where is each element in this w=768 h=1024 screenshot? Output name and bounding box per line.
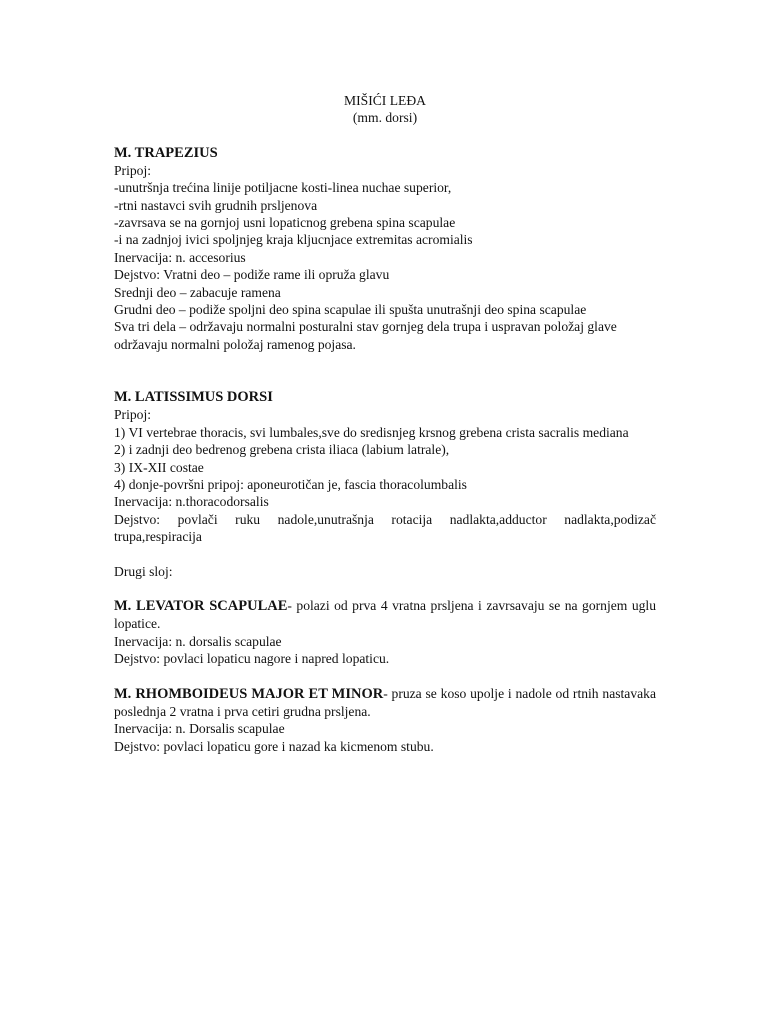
levator-inervacija: Inervacija: n. dorsalis scapulae	[114, 633, 282, 649]
latissimus-dejstvo: Dejstvo: povlači ruku nadole,unutrašnja rotacija nadlakta,adductor nadlakta,podizač trupa,respiracija	[114, 511, 656, 545]
trapezius-line: -rtni nastavci svih grudnih prsljenova	[114, 197, 318, 213]
latissimus-line: Inervacija: n.thoracodorsalis	[114, 494, 269, 510]
rhomboideus-dejstvo: Dejstvo: povlaci lopaticu gore i nazad ka kicmenom stubu.	[114, 738, 434, 754]
document-page	[114, 92, 656, 755]
trapezius-line: Pripoj:	[114, 162, 152, 178]
spacer	[114, 580, 656, 597]
trapezius-line: Dejstvo: Vratni deo – podiže rame ili opruža glavu	[114, 267, 390, 283]
latissimus-line: 2) i zadnji deo bedrenog grebena crista iliaca (labium latrale),	[114, 442, 450, 458]
drugi-sloj-label: Drugi sloj:	[114, 563, 173, 579]
trapezius-line: -i na zadnjoj ivici spoljnjeg kraja kljucnjace extremitas acromialis	[114, 232, 473, 248]
trapezius-heading: M. TRAPEZIUS	[114, 144, 218, 161]
spacer	[114, 127, 656, 144]
trapezius-line: održavaju normalni položaj ramenog pojasa.	[114, 336, 356, 352]
trapezius-line: -unutršnja trećina linije potiljacne kosti-linea nuchae superior,	[114, 180, 452, 196]
levator-paragraph	[114, 597, 656, 633]
trapezius-line: -zavrsava se na gornjoj usni lopaticnog grebena spina scapulae	[114, 215, 456, 231]
rhomboideus-heading: M. RHOMBOIDEUS MAJOR ET MINOR	[114, 685, 384, 702]
rhomboideus-text: - pruza se koso upolje i nadole od rtnih nastavaka poslednja 2 vratna i prva cetiri grudna prsljena.	[114, 685, 656, 719]
trapezius-line: Srednji deo – zabacuje ramena	[114, 284, 281, 300]
latissimus-line: 3) IX-XII costae	[114, 459, 204, 475]
latissimus-heading: M. LATISSIMUS DORSI	[114, 389, 273, 406]
latissimus-line: Pripoj:	[114, 407, 152, 423]
trapezius-line: Grudni deo – podiže spoljni deo spina scapulae ili spušta unutrašnji deo spina scapulae	[114, 302, 587, 318]
document-title: MIŠIĆI LEĐA	[344, 93, 426, 108]
spacer	[114, 353, 656, 388]
spacer	[114, 546, 656, 563]
spacer	[114, 668, 656, 685]
levator-heading: M. LEVATOR SCAPULAE	[114, 597, 288, 614]
levator-text: - polazi od prva 4 vratna prsljena i zavrsavaju se na gornjem uglu lopatice.	[114, 597, 656, 632]
levator-dejstvo: Dejstvo: povlaci lopaticu nagore i napred lopaticu.	[114, 651, 390, 667]
document-subtitle: (mm. dorsi)	[352, 110, 418, 126]
rhomboideus-paragraph	[114, 685, 656, 721]
rhomboideus-inervacija: Inervacija: n. Dorsalis scapulae	[114, 721, 285, 737]
latissimus-item: 1) VI vertebrae thoracis, svi lumbales,sve do sredisnjeg krsnog grebena crista sacralis mediana	[114, 424, 629, 440]
latissimus-line: 4) donje-površni pripoj: aponeurotičan je, fascia thoracolumbalis	[114, 476, 467, 492]
trapezius-line: Inervacija: n. accesorius	[114, 249, 246, 265]
trapezius-paragraph: Sva tri dela – održavaju normalni posturalni stav gornjeg dela trupa i uspravan položaj glave	[114, 319, 617, 335]
